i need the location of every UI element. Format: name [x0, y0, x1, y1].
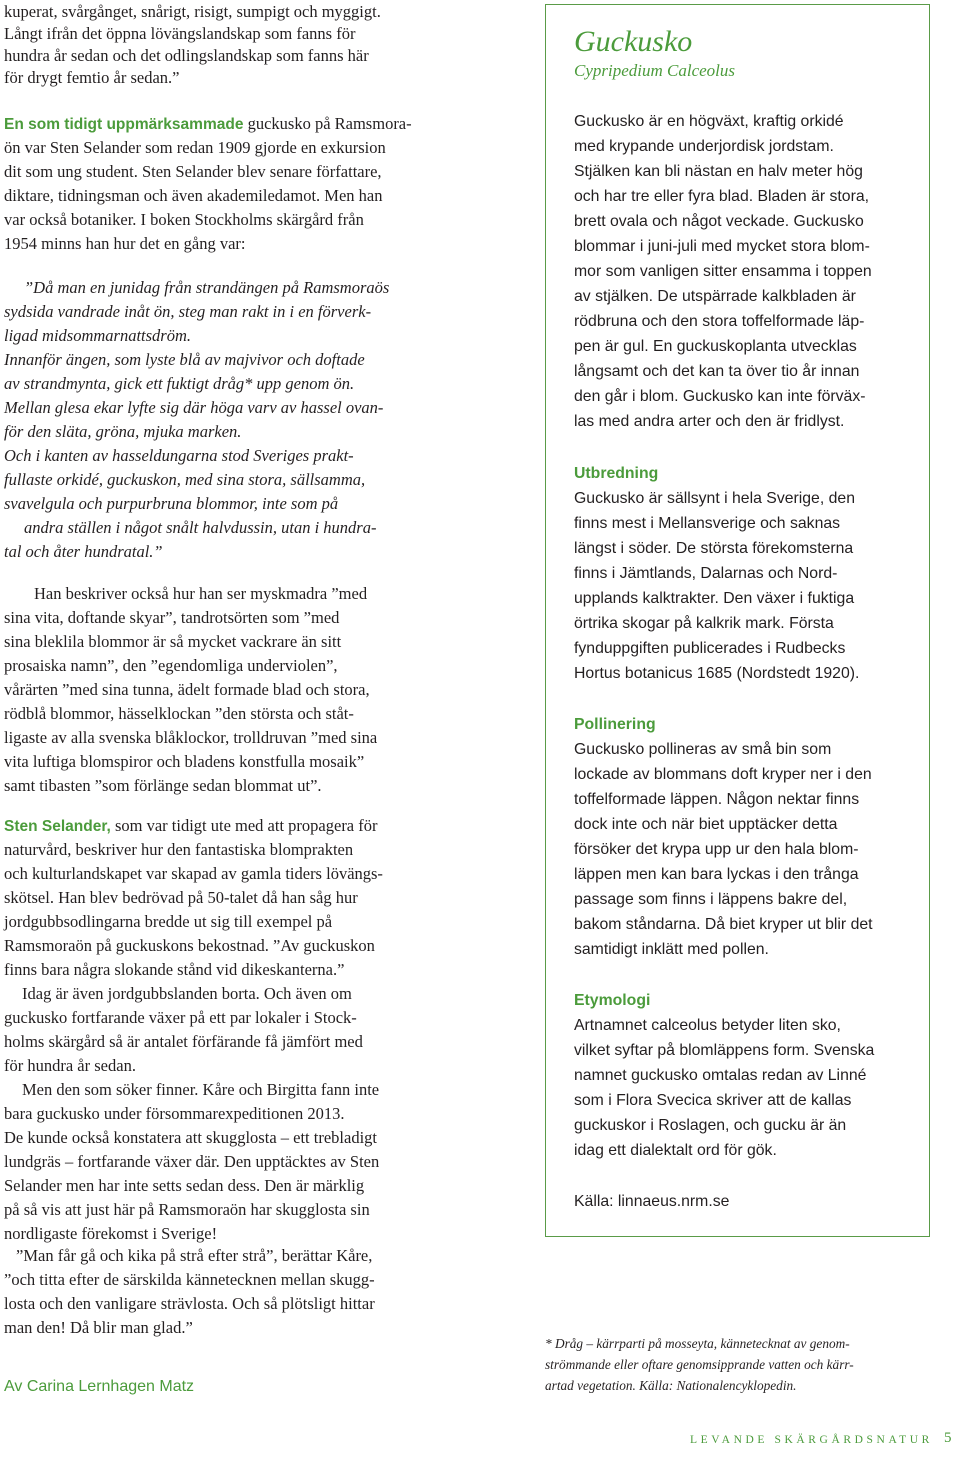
article-line-text: guckusko fortfarande växer på ett par lokaler i Stock- [4, 1008, 357, 1027]
article-line [4, 728, 377, 748]
article-line [4, 114, 412, 134]
article-line-text: tal och åter hundratal.” [4, 542, 163, 561]
article-line [4, 162, 382, 182]
article-line-text: Innanför ängen, som lyste blå av majvivor och doftade [4, 350, 365, 369]
article-line-text: ön var Sten Selander som redan 1909 gjorde en exkursion [4, 138, 386, 157]
article-line [4, 422, 241, 442]
fact-box-line: toffelformade läppen. Någon nektar finns [574, 791, 860, 808]
article-byline: Av Carina Lernhagen Matz [4, 1378, 195, 1395]
article-line [16, 1246, 372, 1266]
article-line-text: sydsida vandrade inåt ön, steg man rakt in i en förverk- [4, 302, 372, 321]
article-line [4, 470, 365, 490]
article-line-text: Han beskriver också hur han ser myskmadra ”med [34, 584, 368, 603]
article-line-text: ligad midsommarnattsdröm. [4, 326, 192, 345]
article-line-text: naturvård, beskriver hur den fantastiska blomprakten [4, 840, 354, 859]
fact-box-heading: Pollinering [574, 716, 656, 733]
article-line [24, 518, 376, 538]
article-line [4, 1270, 375, 1290]
article-lead-in: En som tidigt uppmärksammade [4, 116, 244, 133]
article-lead-in: Sten Selander, [4, 818, 111, 835]
article-line [4, 374, 354, 394]
article-line-text: andra ställen i något snålt halvdussin, utan i hundra- [24, 518, 377, 537]
species-fact-box [545, 4, 930, 1237]
article-line-text: De kunde också konstatera att skugglosta – ett trebladigt [4, 1128, 377, 1147]
fact-box-line: blommar i juni-juli med mycket stora blom- [574, 238, 870, 255]
article-line-text: hundra år sedan och det odlingslandskap som fanns här [4, 46, 369, 65]
fact-box-line: Stjälken kan bli nästan en halv meter hög [574, 163, 863, 180]
article-line [4, 1200, 370, 1220]
fact-box-line: finns mest i Mellansverige och saknas [574, 515, 841, 532]
fact-box-line: lockade av blommans doft kryper ner i den [574, 766, 872, 783]
article-line [4, 68, 179, 88]
fact-box-line: rödbruna och den stora toffelformade läp- [574, 313, 865, 330]
footnote-line: artad vegetation. Källa: Nationalencyklopedin. [545, 1378, 797, 1393]
article-line-text: Och i kanten av hasseldungarna stod Sveriges prakt- [4, 446, 354, 465]
article-line [4, 1008, 357, 1028]
article-line-text: sina vita, doftande skyar”, tandrotsörten som ”med [4, 608, 340, 627]
article-line-text: Men den som söker finner. Kåre och Birgitta fann inte [22, 1080, 380, 1099]
article-line-text: losta och den vanligare strävlosta. Och så plötsligt hittar [4, 1294, 375, 1313]
article-line [4, 888, 358, 908]
article-line [4, 1176, 364, 1196]
article-line-text: 1954 minns han hur det en gång var: [4, 234, 246, 253]
fact-box-line: upplands kalktrakter. Den växer i fuktiga [574, 590, 855, 607]
article-line-text: sina bleklila blommor är så mycket vackrare än sitt [4, 632, 342, 651]
fact-box-line: vilket syftar på blomläppens form. Svenska [574, 1042, 875, 1059]
article-line-text: man den! Då blir man glad.” [4, 1318, 193, 1337]
article-line-text: finns bara några slokande stånd vid dikeskanterna.” [4, 960, 345, 979]
article-line [4, 210, 364, 230]
article-line [4, 864, 383, 884]
article-line [22, 1080, 379, 1100]
article-line [4, 680, 370, 700]
article-line [4, 1294, 375, 1314]
article-line [4, 960, 344, 980]
article-line-text: var också botaniker. I boken Stockholms skärgård från [4, 210, 364, 229]
article-line [4, 494, 338, 514]
article-line-text: skötsel. Han blev bedrövad på 50-talet då han såg hur [4, 888, 358, 907]
article-line-text: guckusko på Ramsmora- [243, 114, 412, 133]
article-line-text: samt tibasten ”som förlänge sedan blommat ut”. [4, 776, 322, 795]
article-line [4, 656, 338, 676]
article-line-text: holms skärgård så är antalet förfärande få jämfört med [4, 1032, 363, 1051]
article-line [4, 1128, 377, 1148]
article-line-text: fullaste orkidé, guckuskon, med sina stora, sällsamma, [4, 470, 366, 489]
article-line-text: för den släta, gröna, mjuka marken. [4, 422, 242, 441]
fact-box-line: dock inte och när biet upptäcker detta [574, 816, 838, 833]
article-line [4, 1056, 136, 1076]
article-line-text: vita luftiga blomspiror och bladens konstfulla mosaik” [4, 752, 365, 771]
article-line [4, 1104, 344, 1124]
fact-box-line: Guckusko är sällsynt i hela Sverige, den [574, 490, 855, 507]
article-line [4, 138, 386, 158]
page-number: 5 [944, 1430, 952, 1446]
fact-box-line: den går i blom. Guckusko kan inte förväx- [574, 388, 866, 405]
article-line-text: Idag är även jordgubbslanden borta. Och även om [22, 984, 352, 1003]
footnote-line: strömmande eller oftare genomsipprande vatten och kärr- [545, 1357, 854, 1372]
fact-box-line: Artnamnet calceolus betyder liten sko, [574, 1017, 841, 1034]
fact-box-line: bakom ståndarna. Då biet kryper ut blir det [574, 916, 873, 933]
fact-box-line: idag ett dialektalt ord för gök. [574, 1142, 777, 1159]
article-line [4, 186, 382, 206]
fact-box-line: passage som finns i läppens bakre del, [574, 891, 848, 908]
article-line [4, 326, 191, 346]
article-line-text: Selander men har inte setts sedan dess. Den är märklig [4, 1176, 365, 1195]
article-line-text: för drygt femtio år sedan.” [4, 68, 180, 87]
fact-box-line: Hortus botanicus 1685 (Nordstedt 1920). [574, 665, 860, 682]
article-line-text: rödblå blommor, hässelklockan ”den största och ståt- [4, 704, 354, 723]
article-line-text: och kulturlandskapet var skapad av gamla tiders lövängs- [4, 864, 383, 883]
article-line-text: diktare, tidningsman och även akademiledamot. Men han [4, 186, 383, 205]
article-line [4, 1032, 363, 1052]
fact-box-title: Guckusko [574, 25, 693, 58]
fact-box-line: Guckusko pollineras av små bin som [574, 741, 832, 758]
article-line-text: Ramsmoraön på guckuskons bekostnad. ”Av guckuskon [4, 936, 375, 955]
article-line [22, 984, 352, 1004]
article-line [4, 24, 355, 44]
article-line [4, 936, 375, 956]
article-line [4, 776, 322, 796]
article-line [4, 704, 354, 724]
article-main-column [4, 0, 504, 1400]
article-line-text: kuperat, svårgånget, snårigt, risigt, sumpigt och myggigt. [4, 2, 381, 21]
article-line-text: jordgubbsodlingarna bredde ut sig till exempel på [4, 912, 333, 931]
fact-box-line: samtidigt inklätt med pollen. [574, 941, 769, 958]
article-line-text: svavelgula och purpurbruna blommor, inte som på [4, 494, 339, 513]
article-line-text: nordligaste förekomst i Sverige! [4, 1224, 218, 1243]
fact-box-line: Källa: linnaeus.nrm.se [574, 1193, 730, 1210]
fact-box-line: av stjälken. De utspärrade kalkbladen är [574, 288, 856, 305]
article-line [4, 398, 383, 418]
fact-box-latin-name: Cypripedium Calceolus [574, 61, 736, 80]
article-line [4, 1152, 379, 1172]
fact-box-line: namnet guckusko omtalas redan av Linné [574, 1067, 867, 1084]
article-line-text: ”Man får gå och kika på strå efter strå”, berättar Kåre, [16, 1246, 373, 1265]
article-line [4, 302, 371, 322]
fact-box-line: mor som vanligen sitter ensamma i toppen [574, 263, 872, 280]
article-line-text: på så vis att just här på Ramsmoraön har skugglosta sin [4, 1200, 370, 1219]
fact-box-line: försöker det krypa upp ur den hala blom- [574, 841, 859, 858]
article-line-text: för hundra år sedan. [4, 1056, 136, 1075]
article-line [4, 446, 354, 466]
article-line [4, 234, 246, 254]
fact-box-line: fynduppgiften publicerades i Rudbecks [574, 640, 846, 657]
fact-box-line: las med andra arter och den är fridlyst. [574, 413, 845, 430]
running-footer-title: LEVANDE SKÄRGÅRDSNATUR [690, 1434, 933, 1446]
article-line-text: bara guckusko under försommarexpeditionen 2013. [4, 1104, 345, 1123]
fact-box-line: längst i söder. De största förekomsterna [574, 540, 854, 557]
article-line [4, 350, 365, 370]
fact-box-heading: Utbredning [574, 465, 659, 482]
article-line [34, 584, 367, 604]
fact-box-line: med krypande underjordisk jordstam. [574, 138, 834, 155]
article-line [4, 46, 369, 66]
article-line-text: prosaiska namn”, den ”egendomliga underviolen”, [4, 656, 338, 675]
article-line [4, 752, 364, 772]
fact-box-line: långsamt och det kan ta över tio år innan [574, 363, 860, 380]
fact-box-line: finns i Jämtlands, Dalarnas och Nord- [574, 565, 838, 582]
article-line-text: dit som ung student. Sten Selander blev senare författare, [4, 162, 382, 181]
article-line [4, 1318, 193, 1338]
article-line [24, 278, 389, 298]
article-line-text: som var tidigt ute med att propagera för [110, 816, 378, 835]
article-line-text: Långt ifrån det öppna lövängslandskap som fanns för [4, 24, 356, 43]
fact-box-line: guckuskor i Roslagen, och gucku är än [574, 1117, 847, 1134]
fact-box-line: som i Flora Svecica skriver att de kallas [574, 1092, 852, 1109]
fact-box-line: och har tre eller fyra blad. Bladen är stora, [574, 188, 870, 205]
article-line [4, 632, 341, 652]
article-line [4, 912, 332, 932]
article-line-text: av strandmynta, gick ett fuktigt dråg* upp genom ön. [4, 374, 355, 393]
fact-box-heading: Etymologi [574, 992, 651, 1009]
article-line [4, 816, 378, 836]
article-line [4, 608, 339, 628]
article-line [4, 1224, 217, 1244]
article-line [4, 840, 353, 860]
article-line-text: Mellan glesa ekar lyfte sig där höga varv av hassel ovan- [4, 398, 384, 417]
fact-box-line: Guckusko är en högväxt, kraftig orkidé [574, 113, 844, 130]
article-line [4, 2, 381, 22]
fact-box-line: läppen men kan bara lyckas i den trånga [574, 866, 859, 883]
article-line-text: ”Då man en junidag från strandängen på Ramsmoraös [24, 278, 390, 297]
article-line-text: ligaste av alla svenska blåklockor, trolldruvan ”med sina [4, 728, 378, 747]
article-line-text: vårärten ”med sina tunna, ädelt formade blad och stora, [4, 680, 370, 699]
footnote-line: * Dråg – kärrparti på mosseyta, kännetecknat av genom- [545, 1336, 850, 1351]
article-line-text: ”och titta efter de särskilda kännetecknen mellan skugg- [4, 1270, 375, 1289]
article-line [4, 542, 163, 562]
fact-box-line: pen är gul. En guckuskoplanta utvecklas [574, 338, 857, 355]
article-line-text: lundgräs – fortfarande växer där. Den upptäcktes av Sten [4, 1152, 380, 1171]
fact-box-line: örtrika skogar på kalkrik mark. Första [574, 615, 834, 632]
fact-box-line: brett ovala och något veckade. Guckusko [574, 213, 864, 230]
